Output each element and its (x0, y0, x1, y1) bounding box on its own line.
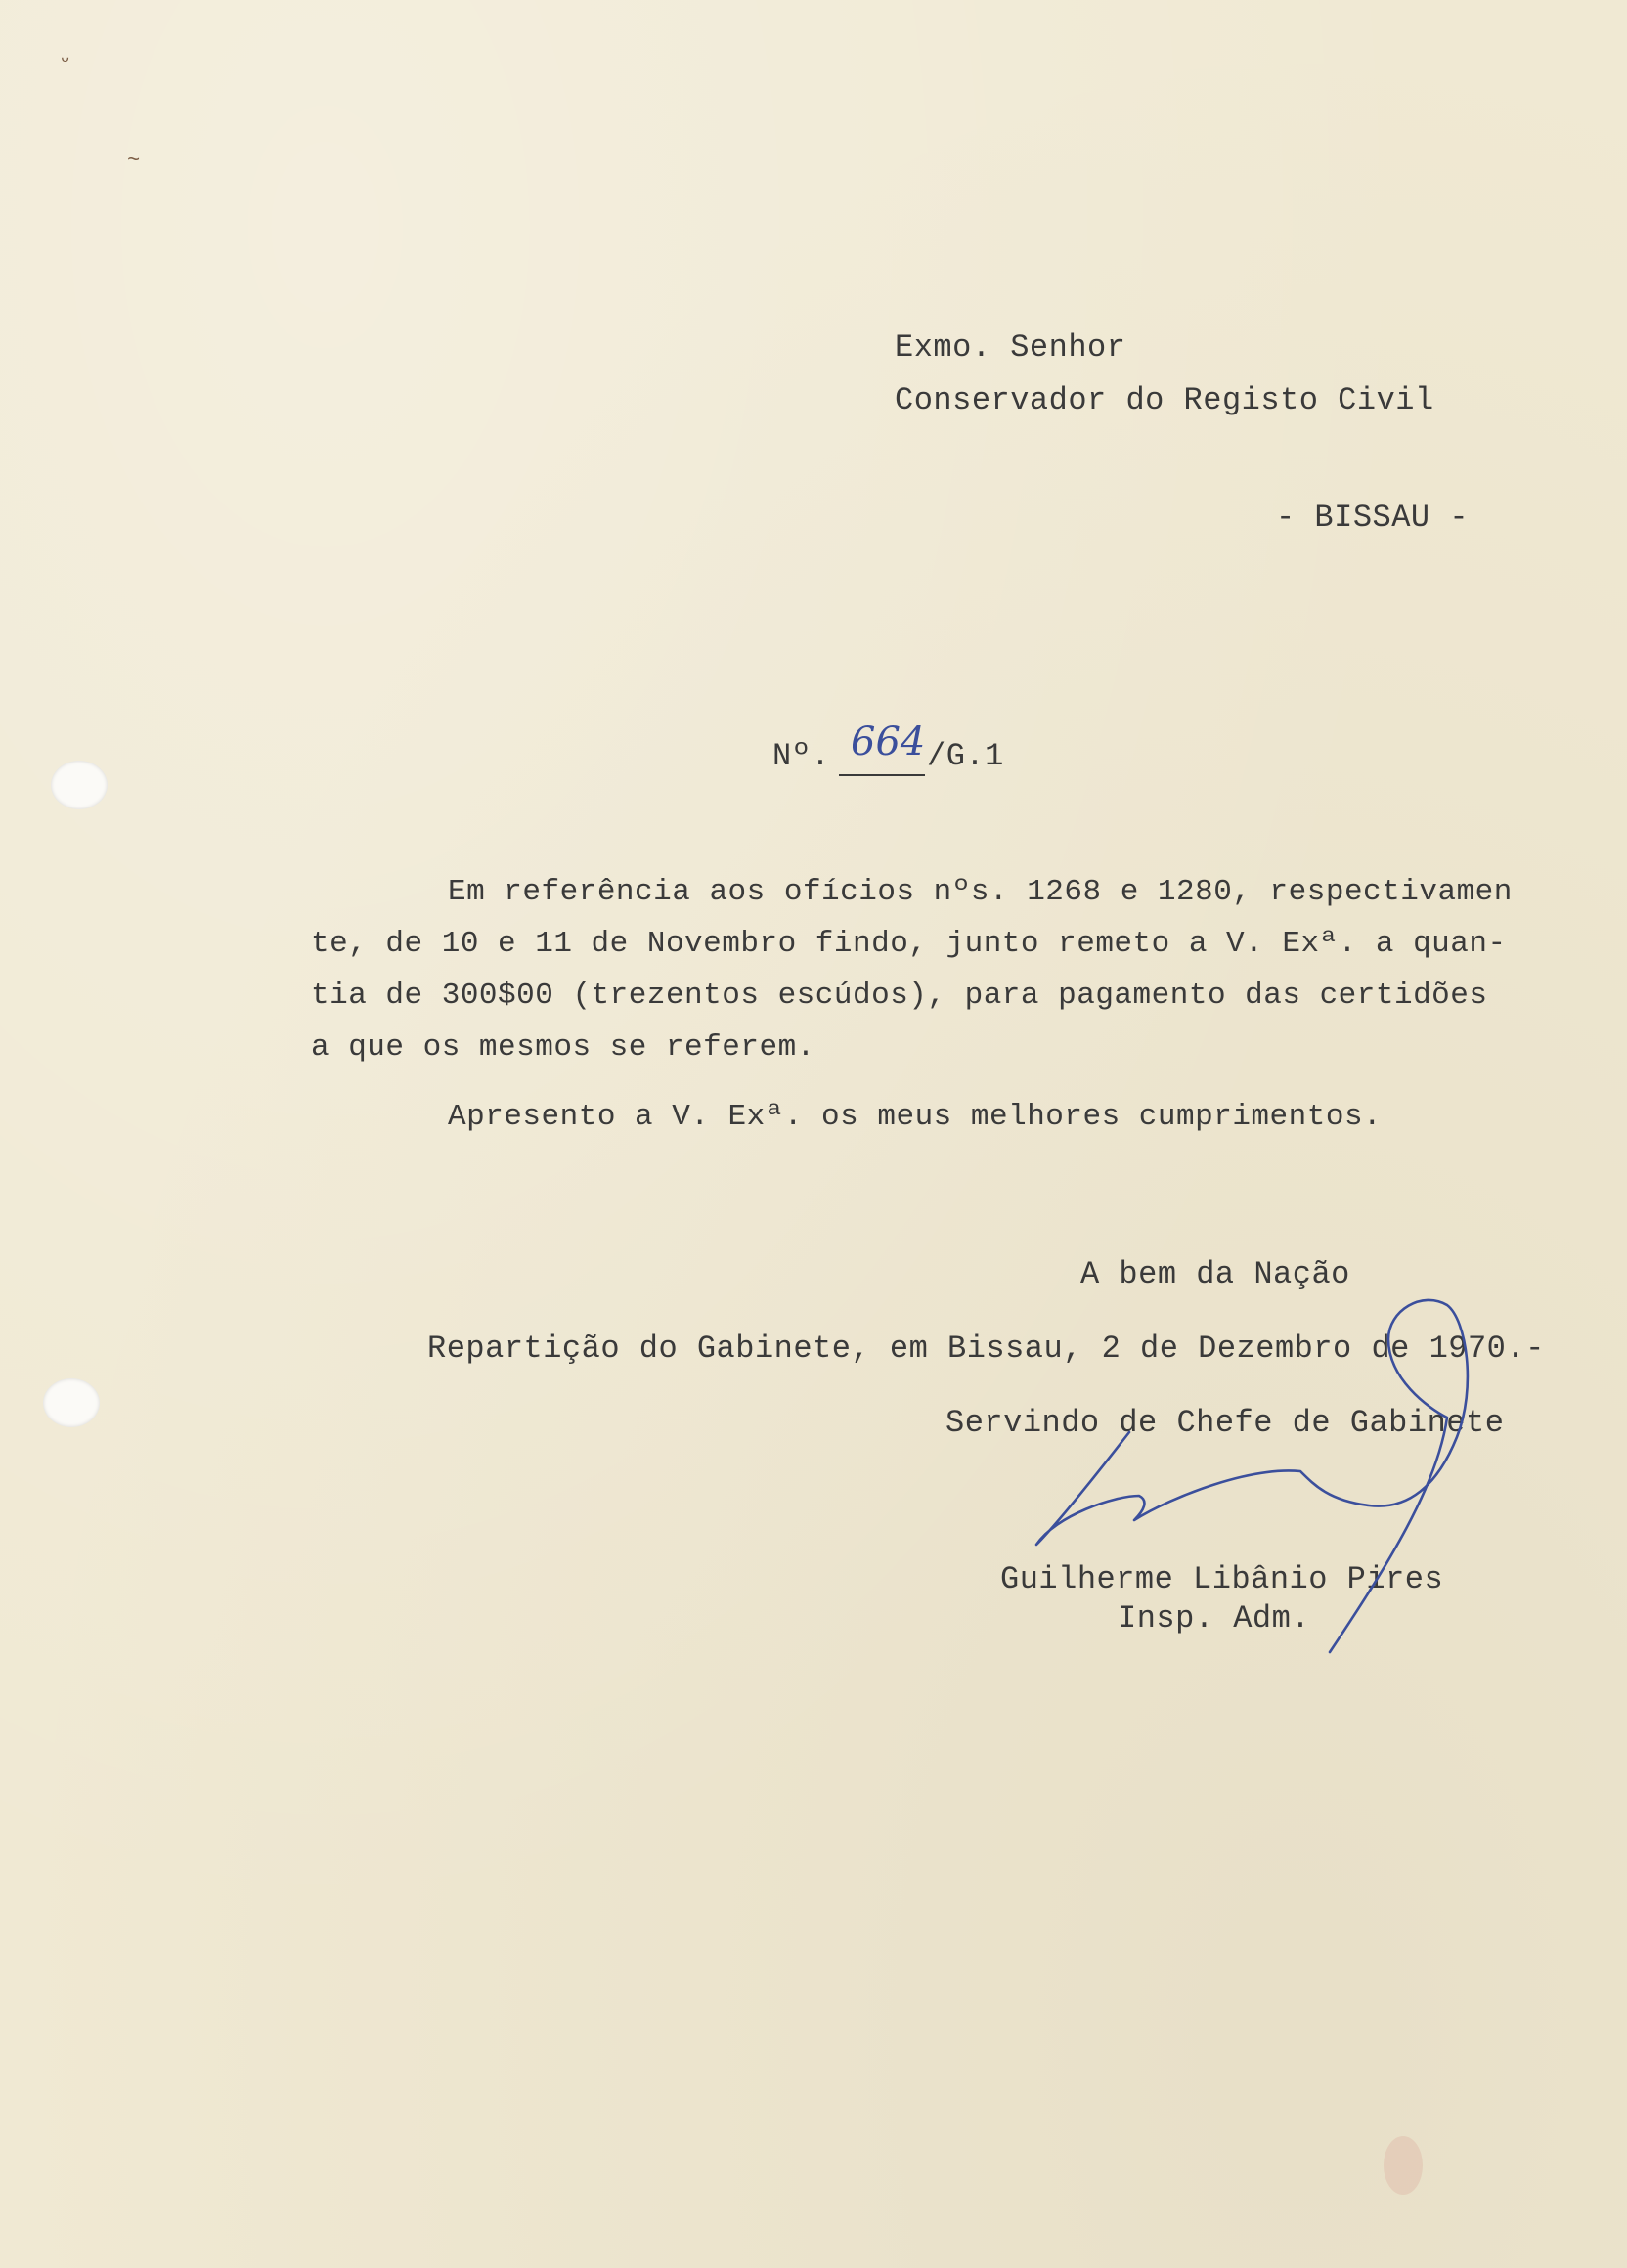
staple-mark-2: ~ (127, 149, 141, 173)
signer-role: Servindo de Chefe de Gabinete (945, 1405, 1505, 1441)
place-date: Repartição do Gabinete, em Bissau, 2 de Dezembro de 1970.- (427, 1330, 1545, 1367)
closing-line: Apresento a V. Exª. os meus melhores cumprimentos. (448, 1100, 1383, 1134)
body-line-2: te, de 10 e 11 de Novembro findo, junto remeto a V. Exª. a quan- (311, 927, 1507, 961)
signer-title: Insp. Adm. (1118, 1600, 1311, 1636)
body-line-3: tia de 300$00 (trezentos escúdos), para pagamento das certidões (311, 979, 1488, 1013)
body-line-4: a que os mesmos se referem. (311, 1030, 815, 1065)
addressee-office: Conservador do Registo Civil (895, 382, 1434, 418)
addressee-salutation: Exmo. Senhor (895, 329, 1126, 366)
reference-suffix: /G.1 (927, 738, 1004, 774)
reference-handwritten-number: 664 (851, 720, 926, 764)
reference-prefix: Nº. (772, 738, 831, 774)
signer-name: Guilherme Libânio Pires (1000, 1561, 1444, 1597)
staple-mark: ᵕ (59, 49, 72, 73)
signature-stroke (1036, 1300, 1468, 1652)
motto: A bem da Nação (1080, 1256, 1350, 1292)
addressee-city: - BISSAU - (1276, 500, 1470, 536)
body-line-1: Em referência aos ofícios nºs. 1268 e 1280, respectivamen (448, 875, 1513, 909)
